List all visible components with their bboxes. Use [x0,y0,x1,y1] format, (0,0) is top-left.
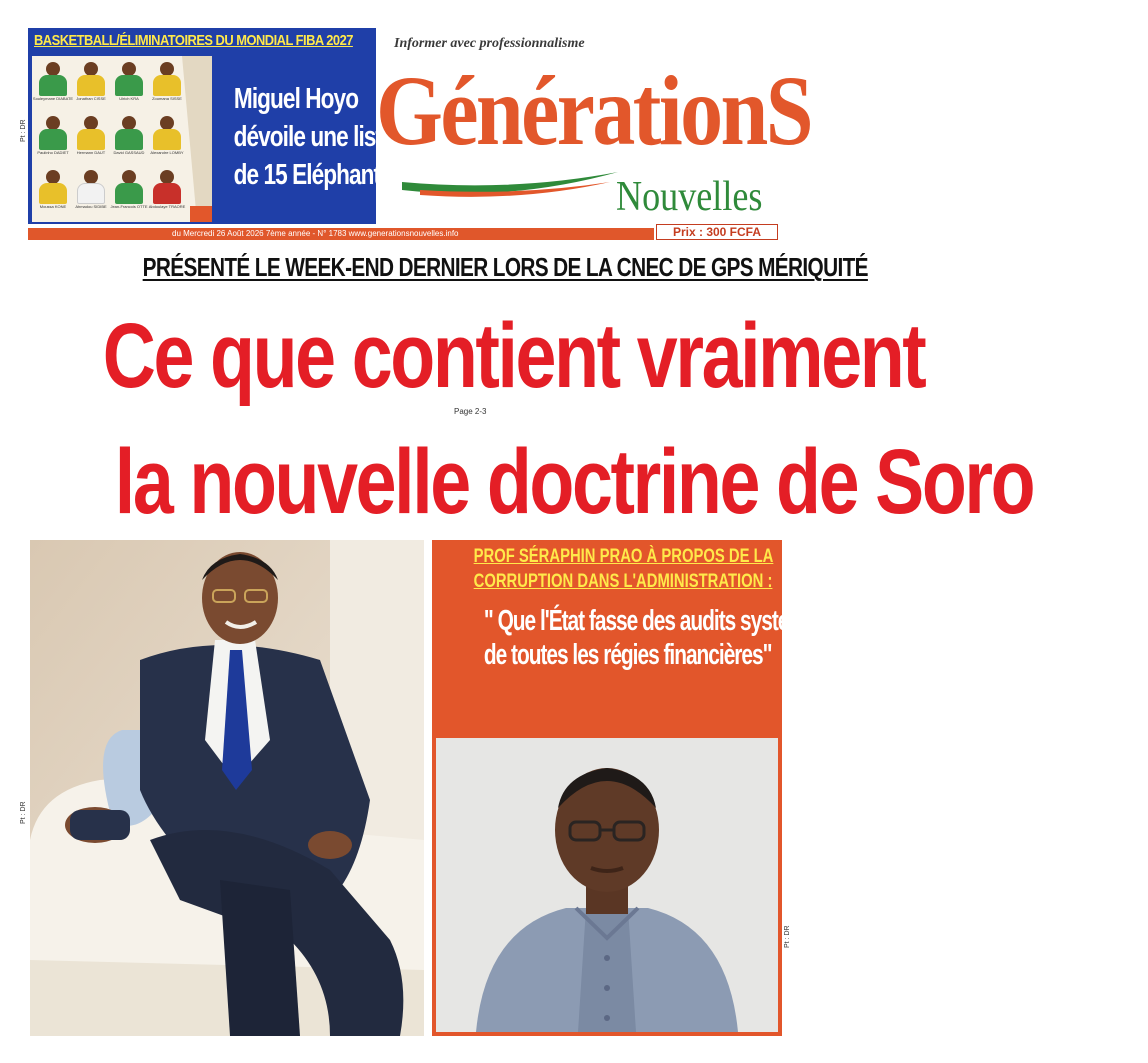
masthead-tagline: Informer avec professionnalisme [394,36,585,51]
promo-box[interactable] [28,28,394,224]
player-figure [112,114,146,150]
promo-headline [216,80,394,194]
masthead-logo-title: GénérationS [376,55,812,166]
player-name: Jonathan CISSE [76,96,106,101]
photo-credit-promo: Pt : DR [20,119,27,142]
side-photo [436,738,778,1032]
player-figure [150,60,184,96]
promo-headline-line: de 15 Eléphants [233,159,392,191]
player-name: Moussa KONE [39,204,67,209]
player-figure [74,60,108,96]
logo-swoosh-icon [400,168,620,198]
player-figure [74,168,108,204]
front-kicker-text: PRÉSENTÉ LE WEEK-END DERNIER LORS DE LA CNEC DE GPS MÉRIQUITÉ [142,252,868,282]
team-roster-photo [32,56,212,222]
player-figure [112,168,146,204]
player-name: Paulinho DADIET [37,150,69,155]
main-headline-line-2[interactable] [0,431,1034,533]
main-headline-line-1[interactable] [0,305,925,407]
player-name: Abdoulaye TRAORE [148,204,186,209]
side-kicker-line: CORRUPTION DANS L'ADMINISTRATION : [473,571,773,592]
price-badge: Prix : 300 FCFA [656,224,778,240]
player-name: Alexandre LOMBY [150,150,184,155]
player-figure [74,114,108,150]
issue-info: du Mercredi 26 Août 2026 7ème année - N° 1783 www.generationsnouvelles.info [172,229,459,238]
promo-kicker: BASKETBALL/ÉLIMINATOIRES DU MONDIAL FIBA 2027 [34,32,353,49]
side-quote-line: de toutes les régies financières" [483,639,772,671]
player-figure [36,168,70,204]
player-figure [36,60,70,96]
player-figure [150,168,184,204]
side-kicker-line: PROF SÉRAPHIN PRAO À PROPOS DE LA [473,546,774,567]
front-kicker [52,250,868,284]
player-figure [36,114,70,150]
side-quote-line: " Que l'État fasse des audits systématiques [483,605,873,637]
side-quote [436,604,873,672]
page-reference: Page 2-3 [454,407,487,416]
player-name: Jean-Francois OTTE [110,204,148,209]
side-kicker [436,544,778,594]
promo-headline-line: dévoile une liste [233,121,394,153]
main-photo [30,540,424,1036]
promo-headline-line: Miguel Hoyo [233,83,359,115]
player-name: Ulrich KRA [119,96,139,101]
player-name: Zoumana SISSE [152,96,182,101]
man-portrait-graphic [30,540,424,1036]
player-name: David GASSAUD [113,150,145,155]
player-name: Hermann DAUT [76,150,106,155]
main-headline-text: Ce que contient vraiment [102,305,925,407]
player-name: Ahmadou SIDIBE [75,204,107,209]
player-name: Souleymane DIABATE [32,96,74,101]
photo-credit-side: Pt : DR [784,925,791,948]
photo-credit-main: Pt : DR [20,801,27,824]
player-figure [112,60,146,96]
player-figure [150,114,184,150]
main-headline-text: la nouvelle doctrine de Soro [114,431,1034,533]
masthead-logo-subtitle: Nouvelles [616,174,763,220]
prao-portrait-graphic [436,738,778,1032]
